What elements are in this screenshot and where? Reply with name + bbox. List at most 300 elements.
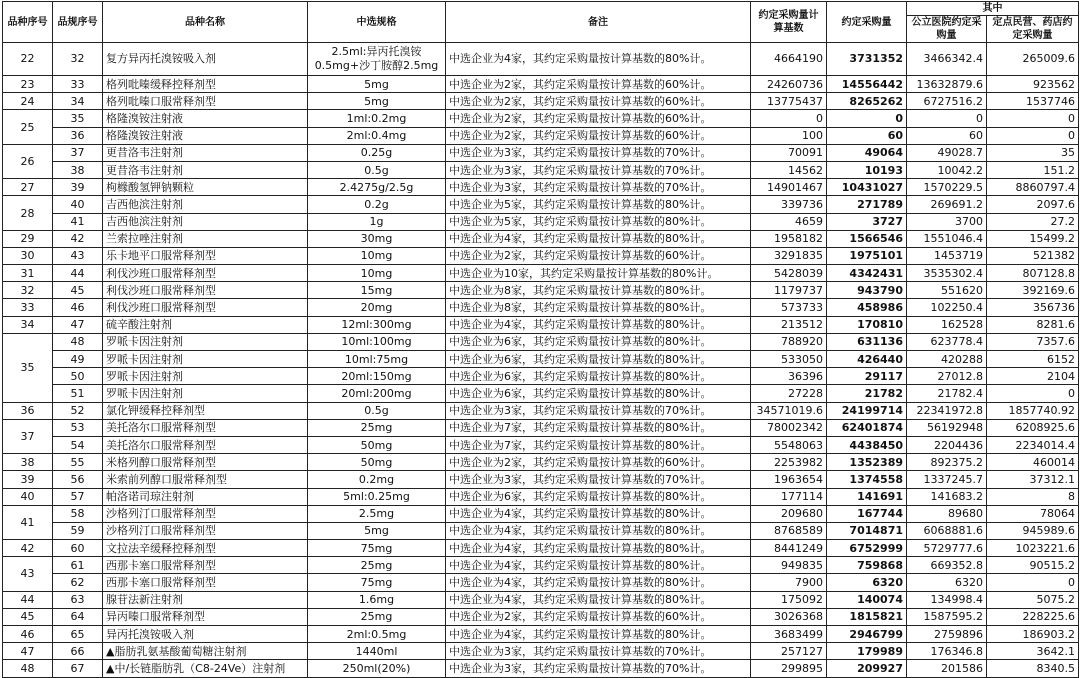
spec-cell: 20mg bbox=[308, 299, 446, 316]
table-row bbox=[3, 419, 1079, 436]
public-cell: 162528 bbox=[907, 316, 987, 333]
note-cell: 中选企业为7家，其约定采购量按计算基数的80%计。 bbox=[446, 436, 751, 453]
name-cell: 罗哌卡因注射剂 bbox=[103, 385, 308, 402]
qty-cell: 2946799 bbox=[827, 626, 907, 643]
public-cell: 892375.2 bbox=[907, 454, 987, 471]
procurement-table bbox=[2, 1, 1079, 678]
spec-cell: 50mg bbox=[308, 436, 446, 453]
group-no-cell: 32 bbox=[3, 282, 53, 299]
qty-cell: 631136 bbox=[827, 333, 907, 350]
spec-cell: 25mg bbox=[308, 608, 446, 625]
qty-cell: 141691 bbox=[827, 488, 907, 505]
qty-cell: 140074 bbox=[827, 591, 907, 608]
base-cell: 0 bbox=[751, 110, 827, 127]
group-no-cell: 27 bbox=[3, 179, 53, 196]
group-no-cell: 41 bbox=[3, 505, 53, 539]
note-cell: 中选企业为2家，其约定采购量按计算基数的60%计。 bbox=[446, 454, 751, 471]
private-cell: 15499.2 bbox=[987, 230, 1079, 247]
private-cell: 151.2 bbox=[987, 161, 1079, 178]
qty-cell: 1374558 bbox=[827, 471, 907, 488]
spec-cell: 0.2mg bbox=[308, 471, 446, 488]
table-row bbox=[3, 93, 1079, 110]
private-cell: 265009.6 bbox=[987, 43, 1079, 76]
base-cell: 7900 bbox=[751, 574, 827, 591]
group-no-cell: 46 bbox=[3, 626, 53, 643]
group-no-cell: 47 bbox=[3, 643, 53, 660]
name-cell: 西那卡塞口服常释剂型 bbox=[103, 574, 308, 591]
name-cell: 沙格列汀口服常释剂型 bbox=[103, 505, 308, 522]
note-cell: 中选企业为2家，其约定采购量按计算基数的60%计。 bbox=[446, 247, 751, 264]
public-cell: 22341972.8 bbox=[907, 402, 987, 419]
base-cell: 788920 bbox=[751, 333, 827, 350]
public-cell: 10042.2 bbox=[907, 161, 987, 178]
note-cell: 中选企业为4家，其约定采购量按计算基数的80%计。 bbox=[446, 505, 751, 522]
private-cell: 228225.6 bbox=[987, 608, 1079, 625]
note-cell: 中选企业为4家，其约定采购量按计算基数的80%计。 bbox=[446, 540, 751, 557]
group-no-cell: 31 bbox=[3, 265, 53, 282]
public-cell: 60 bbox=[907, 127, 987, 144]
qty-cell: 7014871 bbox=[827, 522, 907, 539]
rule-no-cell: 55 bbox=[53, 454, 103, 471]
header-qty: 约定采购量 bbox=[827, 2, 907, 43]
qty-cell: 1975101 bbox=[827, 247, 907, 264]
private-cell: 521382 bbox=[987, 247, 1079, 264]
base-cell: 3026368 bbox=[751, 608, 827, 625]
table-row bbox=[3, 161, 1079, 178]
note-cell: 中选企业为4家，其约定采购量按计算基数的80%计。 bbox=[446, 522, 751, 539]
rule-no-cell: 40 bbox=[53, 196, 103, 213]
base-cell: 257127 bbox=[751, 643, 827, 660]
rule-no-cell: 32 bbox=[53, 43, 103, 76]
qty-cell: 943790 bbox=[827, 282, 907, 299]
spec-cell: 2.5ml:异丙托溴铵0.5mg+沙丁胺醇2.5mg bbox=[308, 43, 446, 76]
base-cell: 573733 bbox=[751, 299, 827, 316]
table-row bbox=[3, 247, 1079, 264]
public-cell: 3466342.4 bbox=[907, 43, 987, 76]
public-cell: 201586 bbox=[907, 660, 987, 677]
public-cell: 134998.4 bbox=[907, 591, 987, 608]
spec-cell: 12ml:300mg bbox=[308, 316, 446, 333]
qty-cell: 24199714 bbox=[827, 402, 907, 419]
spec-cell: 5ml:0.25mg bbox=[308, 488, 446, 505]
group-no-cell: 42 bbox=[3, 540, 53, 557]
note-cell: 中选企业为5家，其约定采购量按计算基数的80%计。 bbox=[446, 213, 751, 230]
qty-cell: 1815821 bbox=[827, 608, 907, 625]
public-cell: 669352.8 bbox=[907, 557, 987, 574]
private-cell: 807128.8 bbox=[987, 265, 1079, 282]
table-row bbox=[3, 385, 1079, 402]
public-cell: 5729777.6 bbox=[907, 540, 987, 557]
name-cell: 文拉法辛缓释控释剂型 bbox=[103, 540, 308, 557]
name-cell: 吉西他滨注射剂 bbox=[103, 196, 308, 213]
private-cell: 6152 bbox=[987, 351, 1079, 368]
private-cell: 0 bbox=[987, 110, 1079, 127]
table-row bbox=[3, 471, 1079, 488]
table-row bbox=[3, 626, 1079, 643]
base-cell: 949835 bbox=[751, 557, 827, 574]
rule-no-cell: 58 bbox=[53, 505, 103, 522]
note-cell: 中选企业为8家，其约定采购量按计算基数的80%计。 bbox=[446, 299, 751, 316]
header-among: 其中 bbox=[907, 2, 1079, 16]
base-cell: 34571019.6 bbox=[751, 402, 827, 419]
qty-cell: 1566546 bbox=[827, 230, 907, 247]
qty-cell: 0 bbox=[827, 110, 907, 127]
base-cell: 177114 bbox=[751, 488, 827, 505]
table-row bbox=[3, 43, 1079, 76]
spec-cell: 1.6mg bbox=[308, 591, 446, 608]
private-cell: 6208925.6 bbox=[987, 419, 1079, 436]
qty-cell: 6320 bbox=[827, 574, 907, 591]
table-row bbox=[3, 574, 1079, 591]
private-cell: 3642.1 bbox=[987, 643, 1079, 660]
public-cell: 176346.8 bbox=[907, 643, 987, 660]
spec-cell: 5mg bbox=[308, 93, 446, 110]
base-cell: 70091 bbox=[751, 144, 827, 161]
public-cell: 1570229.5 bbox=[907, 179, 987, 196]
rule-no-cell: 64 bbox=[53, 608, 103, 625]
spec-cell: 30mg bbox=[308, 230, 446, 247]
qty-cell: 8265262 bbox=[827, 93, 907, 110]
group-no-cell: 44 bbox=[3, 591, 53, 608]
private-cell: 1857740.92 bbox=[987, 402, 1079, 419]
qty-cell: 3731352 bbox=[827, 43, 907, 76]
qty-cell: 179989 bbox=[827, 643, 907, 660]
public-cell: 1453719 bbox=[907, 247, 987, 264]
rule-no-cell: 59 bbox=[53, 522, 103, 539]
public-cell: 141683.2 bbox=[907, 488, 987, 505]
public-cell: 6068881.6 bbox=[907, 522, 987, 539]
rule-no-cell: 54 bbox=[53, 436, 103, 453]
spec-cell: 2ml:0.4mg bbox=[308, 127, 446, 144]
table-row bbox=[3, 351, 1079, 368]
group-no-cell: 38 bbox=[3, 454, 53, 471]
private-cell: 37312.1 bbox=[987, 471, 1079, 488]
base-cell: 27228 bbox=[751, 385, 827, 402]
base-cell: 1958182 bbox=[751, 230, 827, 247]
name-cell: 格列吡嗪口服常释剂型 bbox=[103, 93, 308, 110]
rule-no-cell: 34 bbox=[53, 93, 103, 110]
note-cell: 中选企业为3家，其约定采购量按计算基数的70%计。 bbox=[446, 402, 751, 419]
public-cell: 2759896 bbox=[907, 626, 987, 643]
public-cell: 0 bbox=[907, 110, 987, 127]
name-cell: 罗哌卡因注射剂 bbox=[103, 368, 308, 385]
table-row bbox=[3, 557, 1079, 574]
private-cell: 356736 bbox=[987, 299, 1079, 316]
note-cell: 中选企业为3家，其约定采购量按计算基数的70%计。 bbox=[446, 161, 751, 178]
base-cell: 5428039 bbox=[751, 265, 827, 282]
name-cell: 异丙嗪口服常释剂型 bbox=[103, 608, 308, 625]
base-cell: 4659 bbox=[751, 213, 827, 230]
qty-cell: 4438450 bbox=[827, 436, 907, 453]
rule-no-cell: 65 bbox=[53, 626, 103, 643]
table-row bbox=[3, 213, 1079, 230]
qty-cell: 49064 bbox=[827, 144, 907, 161]
rule-no-cell: 57 bbox=[53, 488, 103, 505]
group-no-cell: 26 bbox=[3, 144, 53, 178]
base-cell: 24260736 bbox=[751, 76, 827, 93]
public-cell: 1587595.2 bbox=[907, 608, 987, 625]
note-cell: 中选企业为4家，其约定采购量按计算基数的80%计。 bbox=[446, 43, 751, 76]
note-cell: 中选企业为8家，其约定采购量按计算基数的80%计。 bbox=[446, 282, 751, 299]
base-cell: 5548063 bbox=[751, 436, 827, 453]
base-cell: 14901467 bbox=[751, 179, 827, 196]
private-cell: 27.2 bbox=[987, 213, 1079, 230]
qty-cell: 6752999 bbox=[827, 540, 907, 557]
table-row bbox=[3, 488, 1079, 505]
header-name: 品种名称 bbox=[103, 2, 308, 43]
public-cell: 6320 bbox=[907, 574, 987, 591]
public-cell: 623778.4 bbox=[907, 333, 987, 350]
base-cell: 2253982 bbox=[751, 454, 827, 471]
public-cell: 3700 bbox=[907, 213, 987, 230]
name-cell: 格隆溴铵注射液 bbox=[103, 127, 308, 144]
note-cell: 中选企业为7家，其约定采购量按计算基数的80%计。 bbox=[446, 419, 751, 436]
spec-cell: 10mg bbox=[308, 265, 446, 282]
table-row bbox=[3, 402, 1079, 419]
name-cell: 更昔洛韦注射剂 bbox=[103, 161, 308, 178]
note-cell: 中选企业为3家，其约定采购量按计算基数的70%计。 bbox=[446, 643, 751, 660]
base-cell: 14562 bbox=[751, 161, 827, 178]
base-cell: 8768589 bbox=[751, 522, 827, 539]
table-row bbox=[3, 333, 1079, 350]
header-group-no: 品种序号 bbox=[3, 2, 53, 43]
public-cell: 21782.4 bbox=[907, 385, 987, 402]
base-cell: 213512 bbox=[751, 316, 827, 333]
header-public: 公立医院约定采购量 bbox=[907, 16, 987, 43]
base-cell: 533050 bbox=[751, 351, 827, 368]
group-no-cell: 36 bbox=[3, 402, 53, 419]
name-cell: 米格列醇口服常释剂型 bbox=[103, 454, 308, 471]
table-row bbox=[3, 591, 1079, 608]
name-cell: 格隆溴铵注射液 bbox=[103, 110, 308, 127]
public-cell: 49028.7 bbox=[907, 144, 987, 161]
group-no-cell: 30 bbox=[3, 247, 53, 264]
note-cell: 中选企业为6家，其约定采购量按计算基数的80%计。 bbox=[446, 333, 751, 350]
note-cell: 中选企业为4家，其约定采购量按计算基数的80%计。 bbox=[446, 557, 751, 574]
spec-cell: 5mg bbox=[308, 522, 446, 539]
table-row bbox=[3, 265, 1079, 282]
group-no-cell: 43 bbox=[3, 557, 53, 591]
qty-cell: 10431027 bbox=[827, 179, 907, 196]
private-cell: 923562 bbox=[987, 76, 1079, 93]
base-cell: 3683499 bbox=[751, 626, 827, 643]
qty-cell: 10193 bbox=[827, 161, 907, 178]
spec-cell: 0.5g bbox=[308, 402, 446, 419]
table-row bbox=[3, 299, 1079, 316]
spec-cell: 250ml(20%) bbox=[308, 660, 446, 677]
qty-cell: 458986 bbox=[827, 299, 907, 316]
spec-cell: 5mg bbox=[308, 76, 446, 93]
name-cell: 吉西他滨注射剂 bbox=[103, 213, 308, 230]
name-cell: 氯化钾缓释控释剂型 bbox=[103, 402, 308, 419]
table-row bbox=[3, 608, 1079, 625]
group-no-cell: 25 bbox=[3, 110, 53, 144]
rule-no-cell: 60 bbox=[53, 540, 103, 557]
rule-no-cell: 47 bbox=[53, 316, 103, 333]
base-cell: 3291835 bbox=[751, 247, 827, 264]
table-row bbox=[3, 127, 1079, 144]
note-cell: 中选企业为6家，其约定采购量按计算基数的80%计。 bbox=[446, 368, 751, 385]
public-cell: 269691.2 bbox=[907, 196, 987, 213]
private-cell: 186903.2 bbox=[987, 626, 1079, 643]
name-cell: 格列吡嗪缓释控释剂型 bbox=[103, 76, 308, 93]
spec-cell: 1ml:0.2mg bbox=[308, 110, 446, 127]
base-cell: 36396 bbox=[751, 368, 827, 385]
name-cell: ▲脂肪乳氨基酸葡萄糖注射剂 bbox=[103, 643, 308, 660]
private-cell: 2097.6 bbox=[987, 196, 1079, 213]
private-cell: 0 bbox=[987, 385, 1079, 402]
note-cell: 中选企业为3家，其约定采购量按计算基数的70%计。 bbox=[446, 471, 751, 488]
name-cell: 美托洛尔口服常释剂型 bbox=[103, 419, 308, 436]
qty-cell: 60 bbox=[827, 127, 907, 144]
rule-no-cell: 56 bbox=[53, 471, 103, 488]
note-cell: 中选企业为4家，其约定采购量按计算基数的80%计。 bbox=[446, 316, 751, 333]
spec-cell: 10ml:100mg bbox=[308, 333, 446, 350]
public-cell: 1551046.4 bbox=[907, 230, 987, 247]
group-no-cell: 37 bbox=[3, 419, 53, 453]
qty-cell: 62401874 bbox=[827, 419, 907, 436]
rule-no-cell: 50 bbox=[53, 368, 103, 385]
public-cell: 13632879.6 bbox=[907, 76, 987, 93]
rule-no-cell: 46 bbox=[53, 299, 103, 316]
name-cell: 美托洛尔口服常释剂型 bbox=[103, 436, 308, 453]
note-cell: 中选企业为2家，其约定采购量按计算基数的60%计。 bbox=[446, 127, 751, 144]
header-rule-no: 品规序号 bbox=[53, 2, 103, 43]
qty-cell: 14556442 bbox=[827, 76, 907, 93]
base-cell: 100 bbox=[751, 127, 827, 144]
rule-no-cell: 61 bbox=[53, 557, 103, 574]
rule-no-cell: 62 bbox=[53, 574, 103, 591]
note-cell: 中选企业为6家，其约定采购量按计算基数的80%计。 bbox=[446, 385, 751, 402]
public-cell: 102250.4 bbox=[907, 299, 987, 316]
base-cell: 78002342 bbox=[751, 419, 827, 436]
table-row bbox=[3, 179, 1079, 196]
spec-cell: 2.5mg bbox=[308, 505, 446, 522]
public-cell: 551620 bbox=[907, 282, 987, 299]
name-cell: 利伐沙班口服常释剂型 bbox=[103, 265, 308, 282]
note-cell: 中选企业为4家，其约定采购量按计算基数的80%计。 bbox=[446, 626, 751, 643]
base-cell: 339736 bbox=[751, 196, 827, 213]
qty-cell: 4342431 bbox=[827, 265, 907, 282]
table-row bbox=[3, 436, 1079, 453]
qty-cell: 21782 bbox=[827, 385, 907, 402]
name-cell: 罗哌卡因注射剂 bbox=[103, 333, 308, 350]
rule-no-cell: 48 bbox=[53, 333, 103, 350]
public-cell: 420288 bbox=[907, 351, 987, 368]
rule-no-cell: 63 bbox=[53, 591, 103, 608]
name-cell: 兰索拉唑注射剂 bbox=[103, 230, 308, 247]
table-row bbox=[3, 282, 1079, 299]
name-cell: 腺苷法新注射剂 bbox=[103, 591, 308, 608]
spec-cell: 25mg bbox=[308, 419, 446, 436]
private-cell: 1023221.6 bbox=[987, 540, 1079, 557]
rule-no-cell: 37 bbox=[53, 144, 103, 161]
table-body bbox=[3, 43, 1079, 678]
table-row bbox=[3, 505, 1079, 522]
spec-cell: 20ml:150mg bbox=[308, 368, 446, 385]
qty-cell: 209927 bbox=[827, 660, 907, 677]
rule-no-cell: 43 bbox=[53, 247, 103, 264]
private-cell: 90515.2 bbox=[987, 557, 1079, 574]
note-cell: 中选企业为3家，其约定采购量按计算基数的70%计。 bbox=[446, 144, 751, 161]
header-note: 备注 bbox=[446, 2, 751, 43]
public-cell: 3535302.4 bbox=[907, 265, 987, 282]
spec-cell: 50mg bbox=[308, 454, 446, 471]
private-cell: 78064 bbox=[987, 505, 1079, 522]
qty-cell: 759868 bbox=[827, 557, 907, 574]
private-cell: 8 bbox=[987, 488, 1079, 505]
group-no-cell: 39 bbox=[3, 471, 53, 488]
private-cell: 8340.5 bbox=[987, 660, 1079, 677]
table-row bbox=[3, 76, 1079, 93]
private-cell: 8281.6 bbox=[987, 316, 1079, 333]
qty-cell: 3727 bbox=[827, 213, 907, 230]
rule-no-cell: 33 bbox=[53, 76, 103, 93]
public-cell: 89680 bbox=[907, 505, 987, 522]
name-cell: 枸橼酸氢钾钠颗粒 bbox=[103, 179, 308, 196]
group-no-cell: 45 bbox=[3, 608, 53, 625]
private-cell: 945989.6 bbox=[987, 522, 1079, 539]
rule-no-cell: 41 bbox=[53, 213, 103, 230]
rule-no-cell: 39 bbox=[53, 179, 103, 196]
spec-cell: 10mg bbox=[308, 247, 446, 264]
spec-cell: 75mg bbox=[308, 540, 446, 557]
qty-cell: 1352389 bbox=[827, 454, 907, 471]
table-row bbox=[3, 454, 1079, 471]
public-cell: 6727516.2 bbox=[907, 93, 987, 110]
rule-no-cell: 53 bbox=[53, 419, 103, 436]
note-cell: 中选企业为3家，其约定采购量按计算基数的70%计。 bbox=[446, 179, 751, 196]
note-cell: 中选企业为4家，其约定采购量按计算基数的80%计。 bbox=[446, 230, 751, 247]
spec-cell: 0.2g bbox=[308, 196, 446, 213]
rule-no-cell: 52 bbox=[53, 402, 103, 419]
note-cell: 中选企业为10家，其约定采购量按计算基数的80%计。 bbox=[446, 265, 751, 282]
group-no-cell: 22 bbox=[3, 43, 53, 76]
group-no-cell: 40 bbox=[3, 488, 53, 505]
name-cell: 沙格列汀口服常释剂型 bbox=[103, 522, 308, 539]
base-cell: 299895 bbox=[751, 660, 827, 677]
note-cell: 中选企业为5家，其约定采购量按计算基数的80%计。 bbox=[446, 196, 751, 213]
rule-no-cell: 51 bbox=[53, 385, 103, 402]
spec-cell: 20ml:200mg bbox=[308, 385, 446, 402]
table-row bbox=[3, 230, 1079, 247]
base-cell: 175092 bbox=[751, 591, 827, 608]
note-cell: 中选企业为2家，其约定采购量按计算基数的60%计。 bbox=[446, 93, 751, 110]
header-base: 约定采购量计算基数 bbox=[751, 2, 827, 43]
name-cell: 利伐沙班口服常释剂型 bbox=[103, 282, 308, 299]
qty-cell: 170810 bbox=[827, 316, 907, 333]
private-cell: 7357.6 bbox=[987, 333, 1079, 350]
private-cell: 392169.6 bbox=[987, 282, 1079, 299]
private-cell: 0 bbox=[987, 127, 1079, 144]
name-cell: 异丙托溴铵吸入剂 bbox=[103, 626, 308, 643]
name-cell: ▲中/长链脂肪乳（C8-24Ve）注射剂 bbox=[103, 660, 308, 677]
spec-cell: 0.5g bbox=[308, 161, 446, 178]
group-no-cell: 29 bbox=[3, 230, 53, 247]
rule-no-cell: 38 bbox=[53, 161, 103, 178]
public-cell: 56192948 bbox=[907, 419, 987, 436]
qty-cell: 167744 bbox=[827, 505, 907, 522]
qty-cell: 271789 bbox=[827, 196, 907, 213]
header-private: 定点民营、药店约定采购量 bbox=[987, 16, 1079, 43]
spec-cell: 1440ml bbox=[308, 643, 446, 660]
name-cell: 利伐沙班口服常释剂型 bbox=[103, 299, 308, 316]
name-cell: 复方异丙托溴铵吸入剂 bbox=[103, 43, 308, 76]
table-row bbox=[3, 643, 1079, 660]
private-cell: 5075.2 bbox=[987, 591, 1079, 608]
spec-cell: 0.25g bbox=[308, 144, 446, 161]
private-cell: 35 bbox=[987, 144, 1079, 161]
